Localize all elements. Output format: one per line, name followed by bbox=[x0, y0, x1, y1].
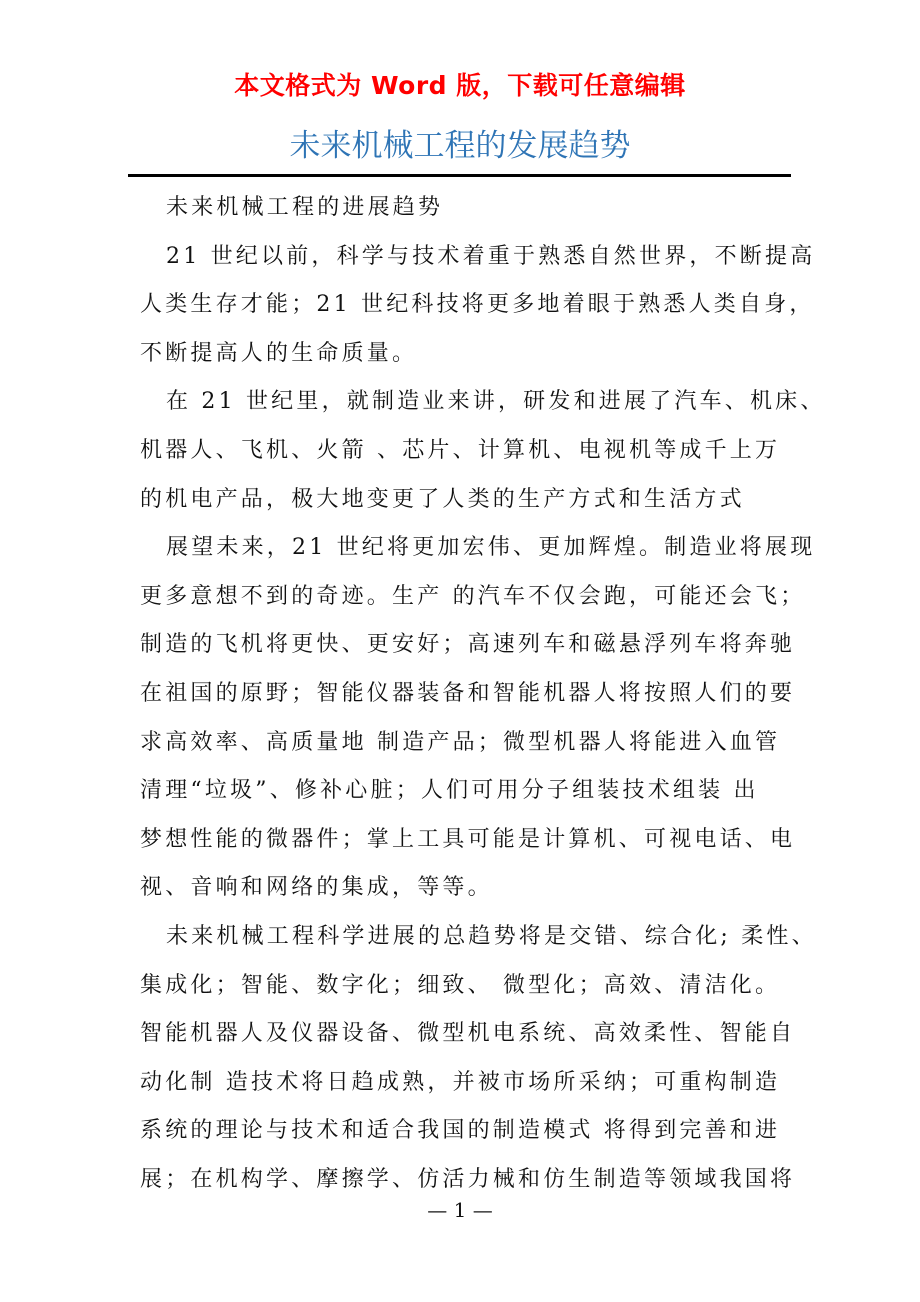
paragraph-2-line: 的机电产品，极大地变更了人类的生产方式和生活方式 bbox=[140, 486, 745, 512]
paragraph-3-line: 清理“垃圾”、修补心脏；人们可用分子组装技术组装 出 bbox=[140, 778, 759, 804]
paragraph-3-line: 在祖国的原野；智能仪器装备和智能机器人将按照人们的要 bbox=[140, 680, 796, 706]
paragraph-4-line: 未来机械工程科学进展的总趋势将是交错、综合化; 柔性、 bbox=[166, 923, 817, 949]
paragraph-3-line: 梦想性能的微器件；掌上工具可能是计算机、可视电话、电 bbox=[140, 826, 796, 852]
paragraph-3-line: 求高效率、高质量地 制造产品；微型机器人将能进入血管 bbox=[140, 729, 781, 755]
paragraph-3-line: 更多意想不到的奇迹。生产 的汽车不仅会跑，可能还会飞； bbox=[140, 583, 806, 609]
paragraph-2-line: 机器人、飞机、火箭 、芯片、计算机、电视机等成千上万 bbox=[140, 437, 781, 463]
subtitle-line: 未来机械工程的进展趋势 bbox=[166, 195, 444, 220]
paragraph-1-line: 21 世纪以前，科学与技术着重于熟悉自然世界，不断提高 bbox=[166, 243, 816, 269]
paragraph-4-line: 系统的理论与技术和适合我国的制造模式 将得到完善和进 bbox=[140, 1118, 781, 1144]
paragraph-4-line: 集成化；智能、数字化；细致、 微型化；高效、清洁化。 bbox=[140, 972, 781, 998]
document-title: 未来机械工程的发展趋势 bbox=[289, 128, 631, 164]
header-rule bbox=[128, 174, 791, 177]
document-body bbox=[140, 184, 826, 1204]
page-number: — 1 — bbox=[427, 1198, 493, 1222]
paragraph-4-line: 动化制 造技术将日趋成熟，并被市场所采纳；可重构制造 bbox=[140, 1069, 781, 1095]
editable-format-banner: 本文格式为 Word 版，下载可任意编辑 bbox=[234, 71, 686, 100]
paragraph-3-line: 视、音响和网络的集成，等等。 bbox=[140, 875, 493, 901]
paragraph-3-line: 展望未来，21 世纪将更加宏伟、更加辉煌。制造业将展现 bbox=[166, 535, 816, 561]
paragraph-3-line: 制造的飞机将更快、更安好；高速列车和磁悬浮列车将奔驰 bbox=[140, 632, 796, 658]
paragraph-2-line: 在 21 世纪里，就制造业来讲，研发和进展了汽车、机床、 bbox=[166, 389, 826, 415]
paragraph-4-line: 智能机器人及仪器设备、微型机电系统、高效柔性、智能自 bbox=[140, 1021, 796, 1047]
paragraph-1-line: 不断提高人的生命质量。 bbox=[140, 340, 418, 366]
paragraph-4-line: 展；在机构学、摩擦学、仿活力械和仿生制造等领域我国将 bbox=[140, 1166, 796, 1192]
paragraph-1-line: 人类生存才能；21 世纪科技将更多地着眼于熟悉人类自身， bbox=[140, 292, 815, 318]
